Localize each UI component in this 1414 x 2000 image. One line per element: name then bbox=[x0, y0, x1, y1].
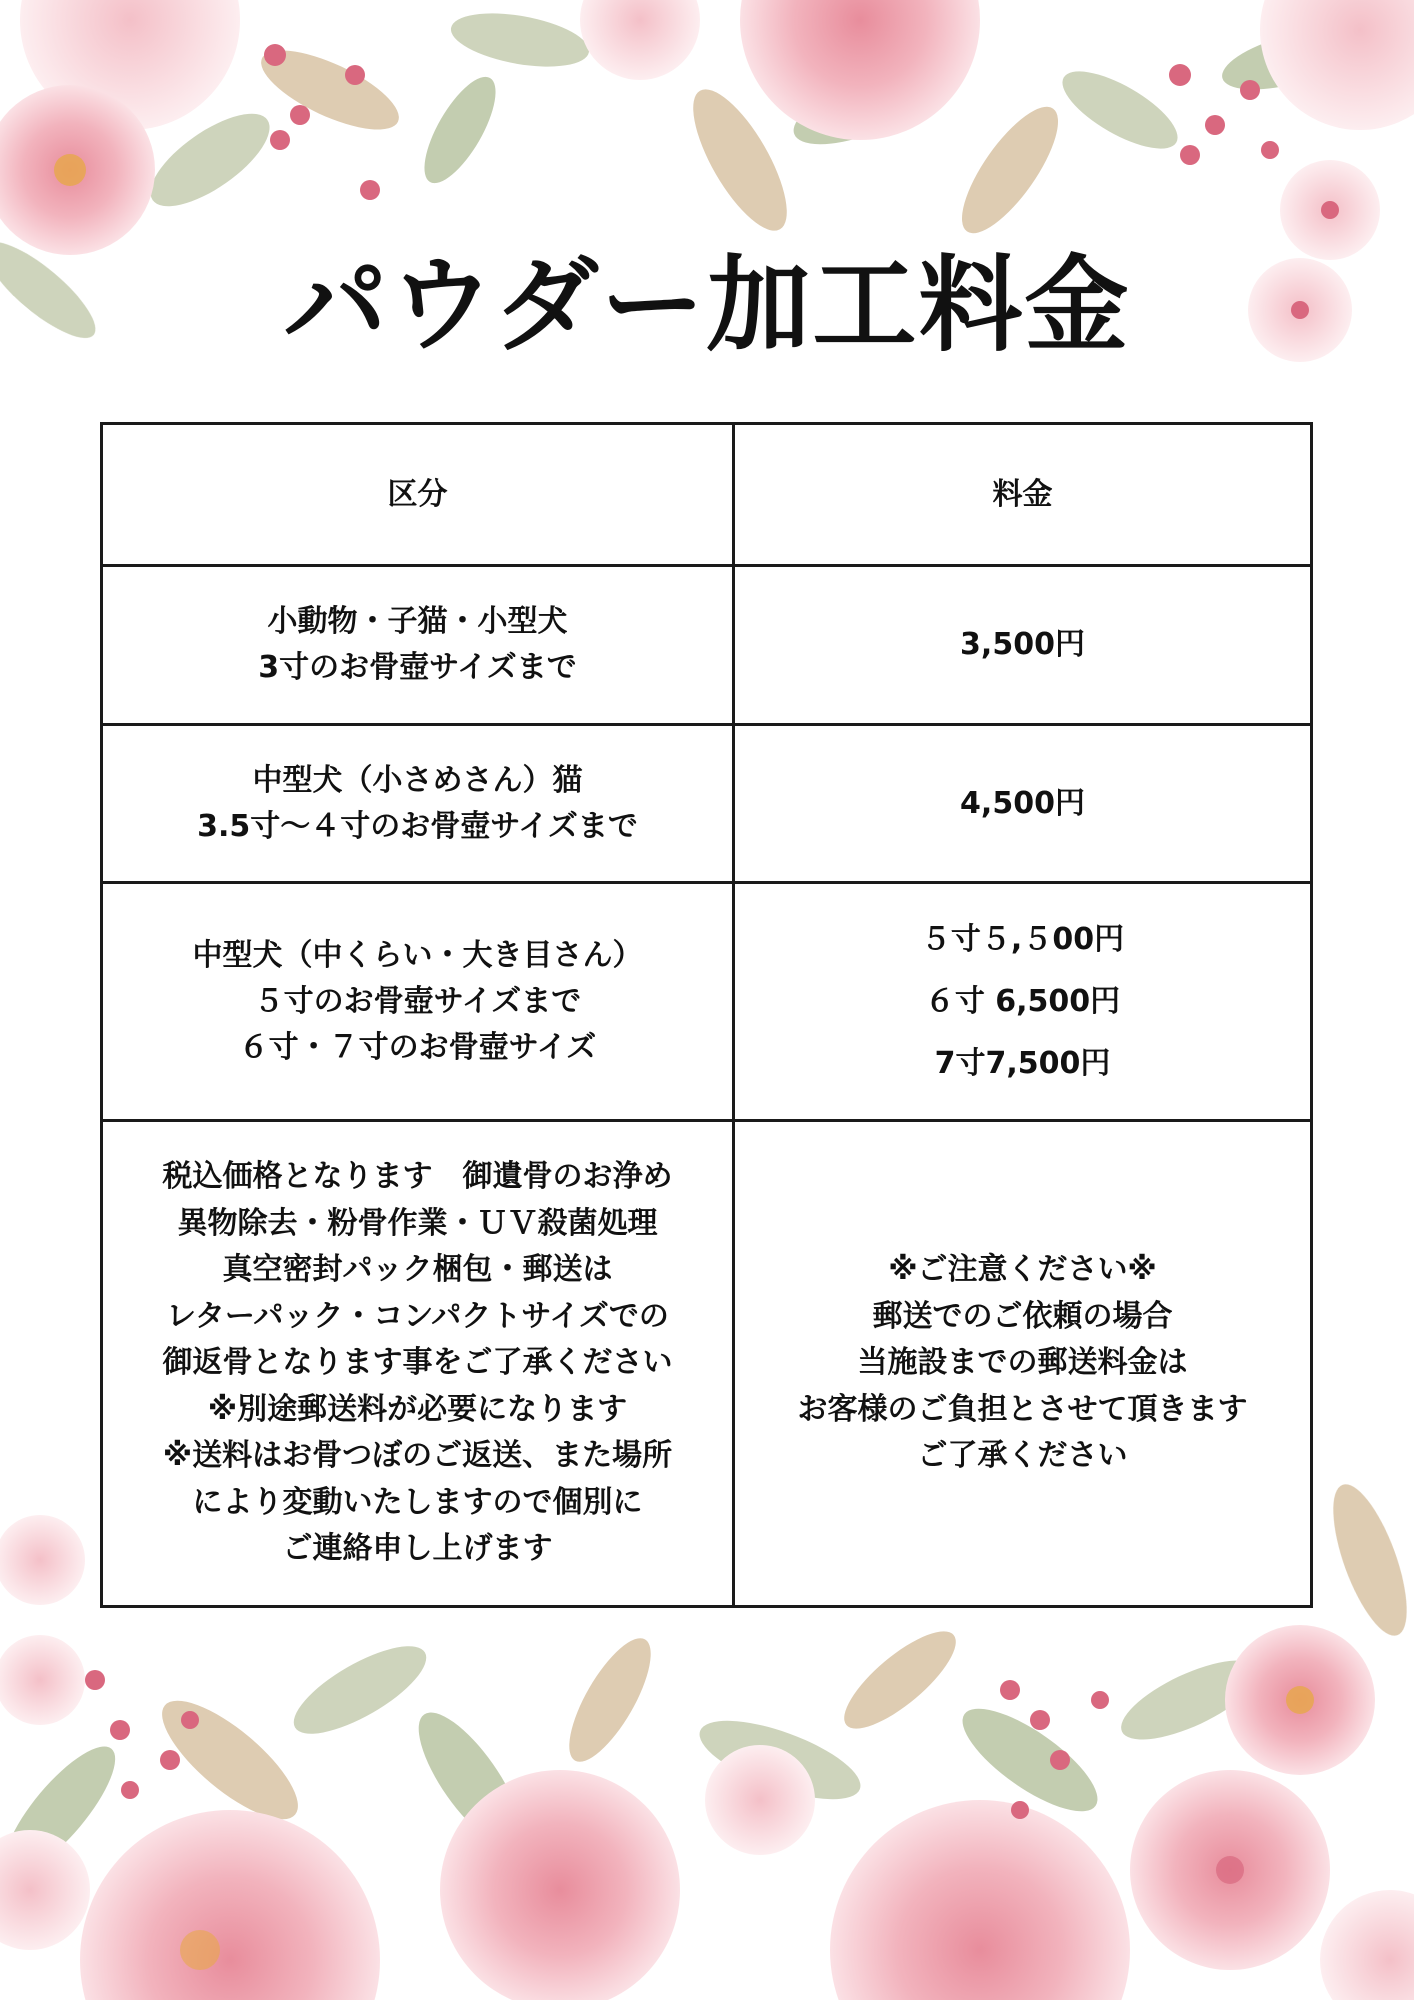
note-line: により変動いたしますので個別に bbox=[192, 1484, 643, 1520]
category-line: 中型犬（小さめさん）猫 bbox=[252, 762, 583, 798]
note-line: 異物除去・粉骨作業・ＵＶ殺菌処理 bbox=[177, 1205, 658, 1241]
category-line: ５寸のお骨壺サイズまで bbox=[253, 983, 582, 1019]
category-line: 3寸のお骨壺サイズまで bbox=[258, 650, 577, 685]
caution-line: 当施設までの郵送料金は bbox=[857, 1345, 1188, 1381]
note-line: 御返骨となります事をご了承ください bbox=[162, 1345, 673, 1381]
table-row bbox=[102, 883, 1312, 1121]
category-cell bbox=[102, 725, 734, 883]
price-table bbox=[100, 422, 1313, 1608]
note-line: レターパック・コンパクトサイズでの bbox=[166, 1298, 669, 1334]
caution-cell bbox=[734, 1121, 1312, 1607]
category-line: 3.5寸〜４寸のお骨壺サイズまで bbox=[197, 808, 638, 844]
note-line: 真空密封パック梱包・郵送は bbox=[222, 1252, 613, 1288]
notes-cell bbox=[102, 1121, 734, 1607]
caution-line: ご了承ください bbox=[917, 1438, 1128, 1474]
price-cell bbox=[734, 725, 1312, 883]
table-row bbox=[102, 725, 1312, 883]
caution-line: お客様のご負担とさせて頂きます bbox=[797, 1391, 1248, 1427]
price-value: 3,500円 bbox=[960, 627, 1085, 662]
note-line: 税込価格となります 御遺骨のお浄め bbox=[162, 1159, 673, 1195]
table-row bbox=[102, 566, 1312, 725]
note-line: ※送料はお骨つぼのご返送、また場所 bbox=[162, 1438, 673, 1474]
price-value: ６寸 6,500円 bbox=[924, 983, 1121, 1019]
price-cell bbox=[734, 883, 1312, 1121]
category-cell bbox=[102, 883, 734, 1121]
header-category: 区分 bbox=[102, 424, 734, 566]
page-title: パウダー加工料金 bbox=[283, 244, 1131, 366]
price-value: 4,500円 bbox=[960, 785, 1085, 821]
header-price: 料金 bbox=[734, 424, 1312, 566]
category-line: ６寸・７寸のお骨壺サイズ bbox=[238, 1029, 597, 1065]
category-line: 中型犬（中くらい・大き目さん） bbox=[192, 937, 643, 973]
note-line: ※別途郵送料が必要になります bbox=[207, 1391, 628, 1427]
category-line: 小動物・子猫・小型犬 bbox=[267, 604, 568, 639]
caution-line: ※ご注意ください※ bbox=[888, 1252, 1157, 1288]
price-value: 7寸7,500円 bbox=[934, 1045, 1111, 1081]
caution-line: 郵送でのご依頼の場合 bbox=[872, 1298, 1173, 1334]
notes-row bbox=[102, 1121, 1312, 1607]
category-cell bbox=[102, 566, 734, 725]
note-line: ご連絡申し上げます bbox=[282, 1531, 553, 1567]
price-value: ５寸５,５00円 bbox=[920, 921, 1125, 957]
table-header-row bbox=[102, 424, 1312, 566]
price-cell bbox=[734, 566, 1312, 725]
